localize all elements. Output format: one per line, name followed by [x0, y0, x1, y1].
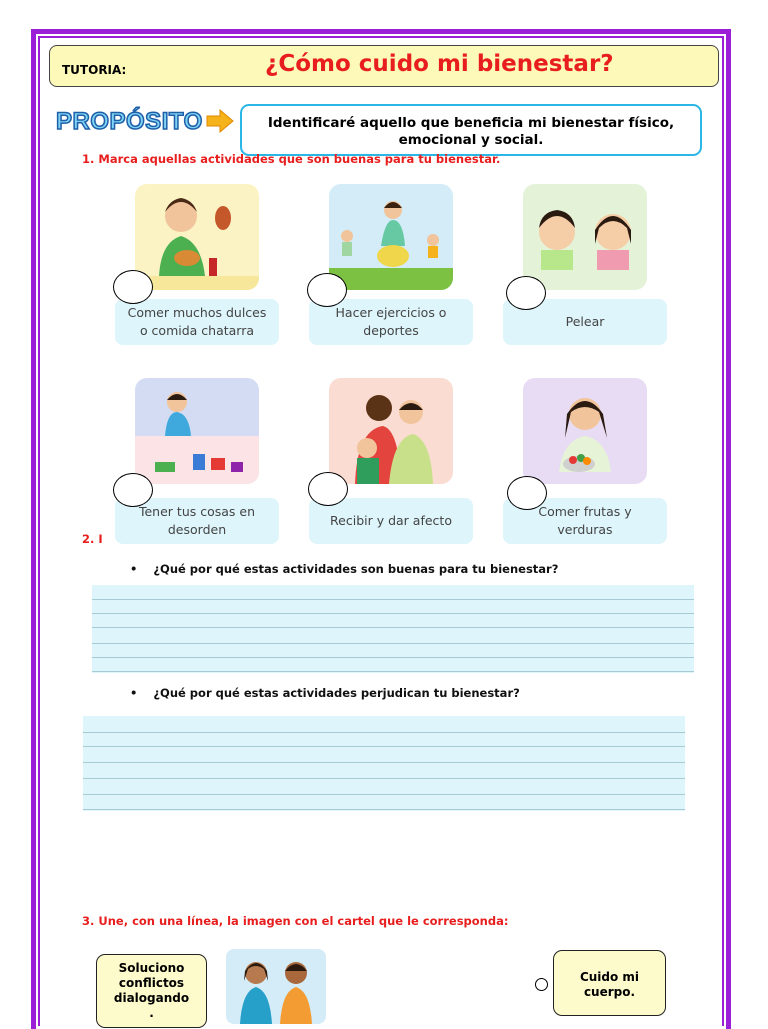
- page-title: ¿Cómo cuido mi bienestar?: [265, 51, 614, 77]
- arrow-right-icon: [206, 109, 234, 133]
- question-3: 3. Une, con una línea, la imagen con el cartel que le corresponda:: [82, 914, 509, 928]
- question-1: 1. Marca aquellas actividades que son buenas para tu bienestar.: [82, 152, 501, 166]
- tutoria-label: TUTORIA:: [62, 63, 127, 77]
- card-label-messy: Tener tus cosas en desorden: [115, 498, 279, 544]
- answer-lines-bad[interactable]: [83, 716, 685, 811]
- purpose-text-line-2: emocional y social.: [398, 132, 544, 148]
- match-image-talking-kids: [226, 949, 326, 1024]
- mark-circle-exercise[interactable]: [307, 273, 347, 307]
- proposito-label: PROPÓSITO: [56, 108, 203, 135]
- card-label-junk-food: Comer muchos dulces o comida chatarra: [115, 299, 279, 345]
- card-label-fighting: Pelear: [503, 299, 667, 345]
- match-box-dialogue: Soluciono conflictos dialogando .: [96, 954, 207, 1028]
- bullet-question-good: • ¿Qué por qué estas actividades son buenas para tu bienestar?: [130, 562, 559, 576]
- card-image-exercise: [329, 184, 453, 290]
- question-2-number: 2. I: [82, 532, 103, 546]
- mark-circle-fighting[interactable]: [506, 276, 546, 310]
- card-image-fruits: [523, 378, 647, 484]
- card-image-fighting: [523, 184, 647, 290]
- match-box-body-care: Cuido mi cuerpo.: [553, 950, 666, 1016]
- mark-circle-hugging[interactable]: [308, 472, 348, 506]
- purpose-box: [240, 104, 702, 156]
- card-label-fruits: Comer frutas y verduras: [503, 498, 667, 544]
- mark-circle-junk-food[interactable]: [113, 270, 153, 304]
- card-label-exercise: Hacer ejercicios o deportes: [309, 299, 473, 345]
- card-image-junk-food: [135, 184, 259, 290]
- mark-circle-fruits[interactable]: [507, 476, 547, 510]
- purpose-text-line-1: Identificaré aquello que beneficia mi bienestar físico,: [267, 115, 675, 131]
- mark-circle-messy[interactable]: [113, 473, 153, 507]
- match-dot[interactable]: [535, 978, 548, 991]
- bullet-question-bad: • ¿Qué por qué estas actividades perjudican tu bienestar?: [130, 686, 520, 700]
- header-banner: [49, 45, 719, 87]
- card-image-messy: [135, 378, 259, 484]
- card-label-hugging: Recibir y dar afecto: [309, 498, 473, 544]
- card-image-hugging: [329, 378, 453, 484]
- answer-lines-good[interactable]: [92, 585, 694, 673]
